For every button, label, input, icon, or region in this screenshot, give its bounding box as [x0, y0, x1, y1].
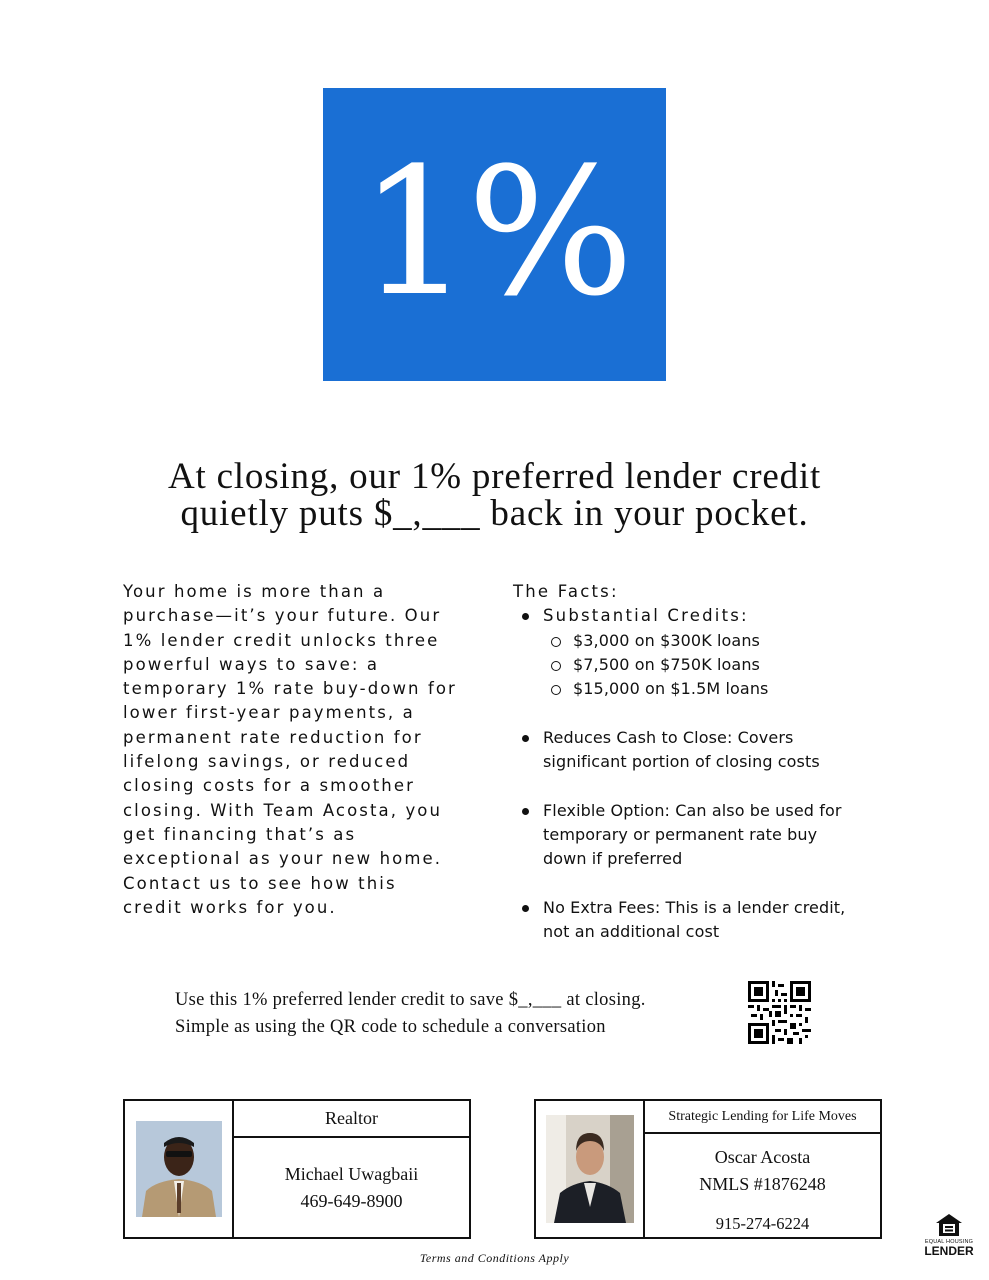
fact-line: down if preferred: [543, 849, 683, 869]
credit-item: $7,500 on $750K loans: [513, 653, 873, 677]
fact-cash-to-close: [513, 726, 873, 775]
intro-line: exceptional as your new home.: [123, 849, 443, 869]
intro-line: permanent rate reduction for: [123, 727, 423, 747]
realtor-photo: [136, 1121, 222, 1217]
facts-title: The Facts:: [513, 582, 619, 601]
headline-line-1: At closing, our 1% preferred lender credit: [167, 456, 822, 497]
realtor-role: Realtor: [234, 1101, 469, 1138]
lender-nmls: NMLS #1876248: [699, 1174, 826, 1194]
lender-photo-cell: [536, 1101, 645, 1237]
intro-line: 1% lender credit unlocks three: [123, 630, 440, 650]
intro-line: closing costs for a smoother: [123, 776, 415, 796]
fact-line: No Extra Fees: This is a lender credit,: [543, 897, 846, 917]
intro-line: Your home is more than a: [123, 582, 386, 601]
fact-flexible-option: [513, 799, 873, 872]
equal-housing-logo: [920, 1213, 978, 1267]
realtor-photo-cell: [125, 1101, 234, 1237]
intro-paragraph: [123, 580, 468, 920]
facts-list: [513, 580, 873, 944]
headline-line-2: quietly puts $_,___ back in your pocket.: [180, 493, 809, 534]
equal-housing-big-text: LENDER: [924, 1244, 974, 1258]
lender-photo: [546, 1115, 634, 1223]
equal-housing-small-text: EQUAL HOUSING: [924, 1239, 974, 1245]
lender-details: [645, 1134, 880, 1237]
intro-line: credit works for you.: [123, 897, 337, 917]
lender-info: [645, 1101, 880, 1237]
intro-line: lifelong savings, or reduced: [123, 752, 411, 772]
lender-tagline: Strategic Lending for Life Moves: [645, 1101, 880, 1134]
call-to-action: [175, 987, 735, 1041]
headline: [60, 458, 929, 532]
realtor-name: Michael Uwagbaii: [284, 1163, 419, 1184]
realtor-info: [234, 1101, 469, 1237]
cta-line-1: Use this 1% preferred lender credit to save $_,___ at closing.: [175, 990, 646, 1010]
fact-line: not an additional cost: [543, 922, 720, 942]
intro-line: lower first-year payments, a: [123, 703, 415, 723]
fact-line: Flexible Option: Can also be used for: [543, 800, 842, 820]
hero-percent: 1%: [358, 129, 631, 335]
intro-line: closing. With Team Acosta, you: [123, 800, 443, 820]
equal-housing-icon: [935, 1213, 963, 1237]
qr-code-icon[interactable]: [748, 981, 811, 1044]
cta-line-2: Simple as using the QR code to schedule a conversation: [175, 1017, 606, 1037]
intro-line: temporary 1% rate buy-down for: [123, 679, 457, 699]
intro-line: powerful ways to save: a: [123, 654, 380, 674]
lender-phone[interactable]: 915-274-6224: [715, 1214, 810, 1233]
lender-card: [534, 1099, 882, 1239]
terms-note: Terms and Conditions Apply: [419, 1251, 570, 1265]
realtor-details: [234, 1138, 469, 1237]
credit-item: $3,000 on $300K loans: [513, 629, 873, 653]
intro-line: Contact us to see how this: [123, 873, 397, 893]
fact-no-extra-fees: [513, 896, 873, 945]
fact-line: Reduces Cash to Close: Covers: [543, 727, 794, 747]
fact-credits: Substantial Credits:: [513, 604, 873, 628]
hero-banner: [323, 88, 666, 381]
fact-line: significant portion of closing costs: [543, 752, 820, 772]
intro-line: purchase—it’s your future. Our: [123, 606, 442, 626]
lender-name: Oscar Acosta: [714, 1147, 811, 1167]
realtor-phone[interactable]: 469-649-8900: [300, 1190, 403, 1211]
fact-line: temporary or permanent rate buy: [543, 824, 818, 844]
realtor-card: [123, 1099, 471, 1239]
intro-line: get financing that’s as: [123, 824, 357, 844]
credit-item: $15,000 on $1.5M loans: [513, 677, 873, 701]
